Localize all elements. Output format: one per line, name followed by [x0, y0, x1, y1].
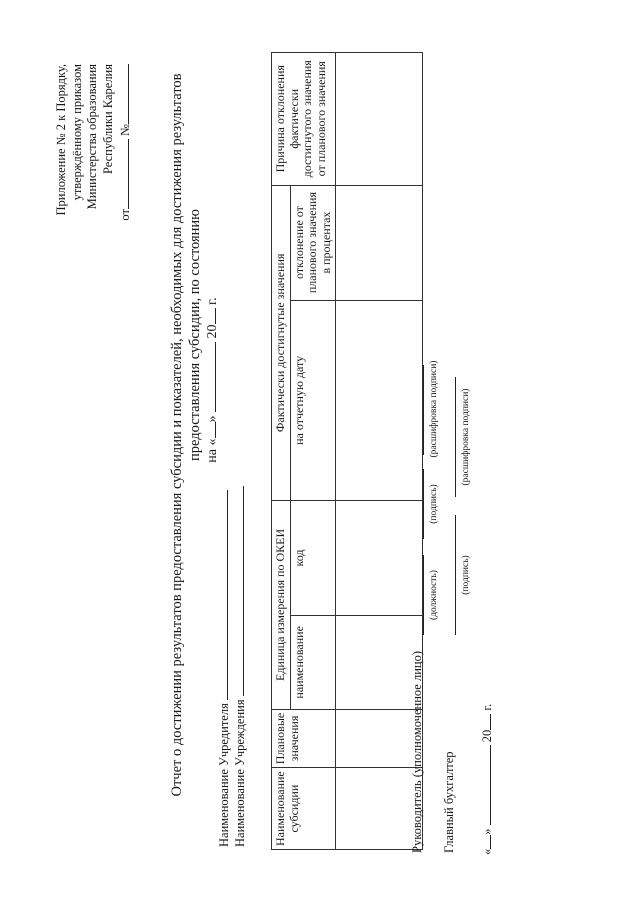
header-subsidy: Наименование субсидии	[272, 768, 336, 850]
appendix-header	[54, 64, 134, 294]
footer-close-quote: »	[480, 828, 494, 835]
footer-month-blank[interactable]	[490, 745, 491, 825]
institution-label: Наименование Учреждения	[233, 699, 247, 847]
signature-block	[410, 360, 474, 853]
appendix-date-line	[118, 64, 134, 294]
head-decoding-caption: (расшифровка подписи)	[429, 360, 439, 458]
header-reason: Причина отклонения фактически достигнутого значения от планового значения	[272, 53, 336, 186]
head-signature-field[interactable]	[423, 469, 424, 539]
header-actual-date: на отчетную дату	[290, 300, 336, 501]
date-blank	[128, 139, 129, 209]
head-label: Руководитель (уполномоченное лицо)	[410, 650, 424, 853]
footer-open-quote: «	[480, 848, 494, 855]
accountant-decoding-caption: (расшифровка подписи)	[461, 388, 471, 486]
footer-year-suffix: г.	[480, 703, 494, 711]
title-day-blank	[215, 422, 216, 438]
head-decoding-field[interactable]	[423, 365, 424, 455]
appendix-line-1: Приложение № 2 к Порядку,	[54, 64, 68, 216]
founder-label: Наименование Учредителя	[217, 703, 231, 847]
footer-day-blank[interactable]	[490, 835, 491, 849]
number-blank	[128, 64, 129, 124]
header-actual-deviation: отклонение от планового значения в процентах	[290, 185, 336, 300]
appendix-number-sign: №	[118, 124, 132, 136]
title-year-suffix: г.	[205, 297, 220, 305]
title-line-1: Отчет о достижении результатов предоставления субсидии и показателей, необходимых для достижения результатов	[169, 73, 185, 797]
title-month-blank	[215, 342, 216, 412]
title-year-blank	[215, 308, 216, 324]
cell-reason[interactable]	[336, 53, 423, 186]
accountant-label: Главный бухгалтер	[442, 751, 456, 853]
header-planned: Плановые значения	[272, 709, 336, 767]
names-block	[216, 486, 248, 847]
header-okei-code: код	[290, 501, 336, 616]
head-position-field[interactable]	[423, 555, 424, 635]
footer-year-blank[interactable]	[490, 714, 491, 730]
header-actual: Фактически достигнутые значения	[272, 185, 291, 501]
cell-actual-deviation[interactable]	[336, 185, 423, 300]
appendix-date-prefix: от	[118, 209, 132, 221]
institution-blank	[243, 486, 244, 696]
founder-blank	[227, 490, 228, 700]
report-table	[271, 52, 423, 850]
header-okei-name: наименование	[290, 615, 336, 709]
appendix-line-4: Республики Карелия	[100, 64, 115, 175]
appendix-line-3: Министерства образования	[85, 64, 99, 210]
head-signature-row	[410, 360, 442, 853]
title-year: 20	[205, 324, 220, 339]
head-signature-caption: (подпись)	[429, 484, 439, 524]
accountant-signature-field[interactable]	[455, 515, 456, 635]
header-okei: Единица измерения по ОКЕИ	[272, 501, 291, 710]
accountant-decoding-field[interactable]	[455, 377, 456, 497]
title-line-2: предоставления субсидии, по состоянию	[187, 208, 203, 462]
institution-row	[232, 486, 248, 847]
founder-row	[216, 486, 232, 847]
title-date-open-quote: на «	[205, 438, 220, 463]
head-position-caption: (должность)	[429, 570, 439, 620]
accountant-signature-row	[442, 373, 474, 853]
report-title	[168, 25, 222, 845]
accountant-signature-caption: (подпись)	[461, 555, 471, 595]
appendix-line-2: утверждённому приказом	[69, 64, 84, 201]
footer-date	[480, 704, 495, 855]
footer-year: 20	[480, 729, 494, 743]
title-date-close-quote: »	[205, 415, 220, 423]
